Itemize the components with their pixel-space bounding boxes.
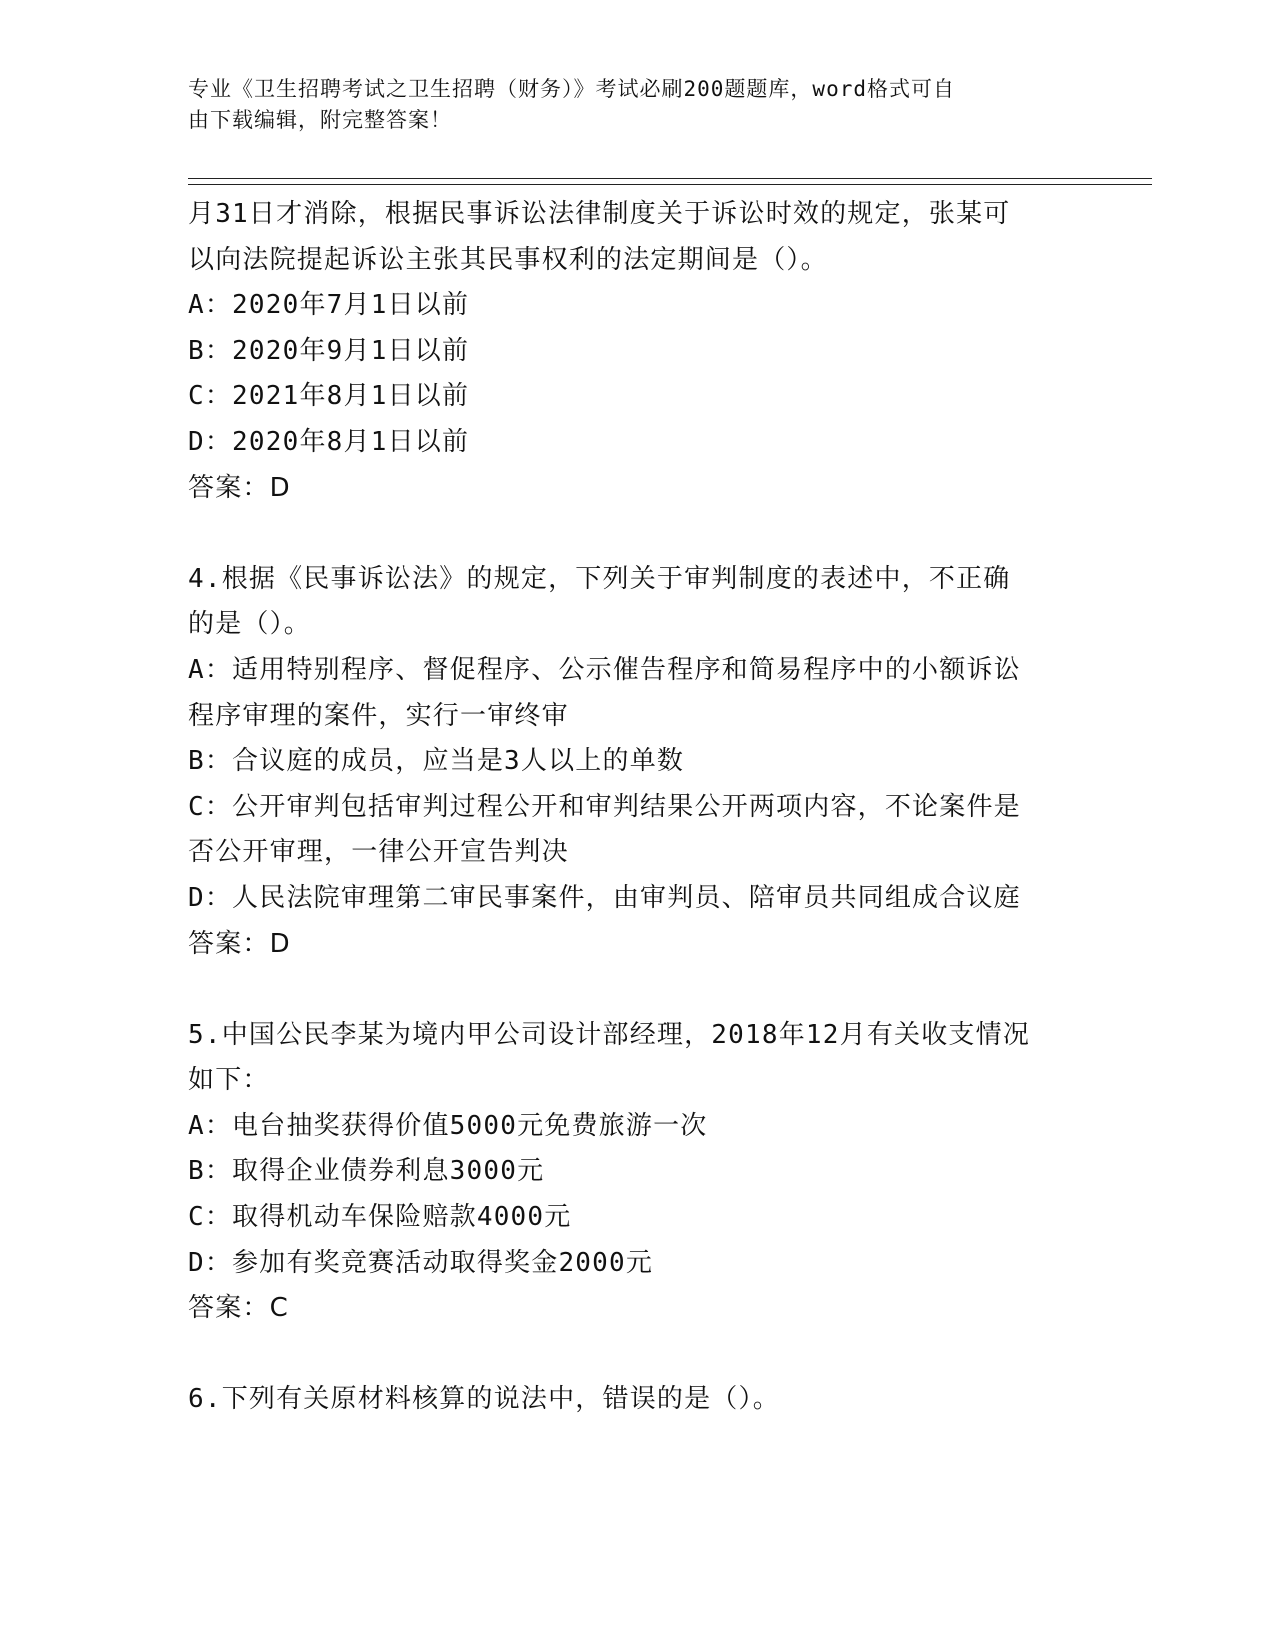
option-a: A：2020年7月1日以前	[188, 290, 470, 321]
option-c: C：2021年8月1日以前	[188, 381, 470, 412]
answer: 答案：D	[188, 928, 291, 959]
answer: 答案：D	[188, 472, 291, 503]
question-text-line: 4.根据《民事诉讼法》的规定，下列关于审判制度的表述中，不正确	[188, 563, 1011, 594]
spacer	[188, 967, 1088, 1013]
document-header	[188, 74, 1088, 136]
spacer	[188, 1332, 1088, 1378]
question-text-line: 的是（）。	[188, 609, 312, 640]
question-6	[188, 1377, 1088, 1423]
option-a: A：电台抽奖获得价值5000元免费旅游一次	[188, 1110, 708, 1141]
option-c: C：公开审判包括审判过程公开和审判结果公开两项内容，不论案件是	[188, 791, 1021, 822]
option-a-continued: 程序审理的案件，实行一审终审	[188, 700, 569, 731]
header-rule-top	[188, 178, 1152, 179]
option-b: B：2020年9月1日以前	[188, 335, 470, 366]
header-line-2: 由下载编辑，附完整答案！	[188, 108, 452, 132]
spacer	[188, 511, 1088, 557]
option-d: D：参加有奖竞赛活动取得奖金2000元	[188, 1247, 654, 1278]
option-d: D：2020年8月1日以前	[188, 426, 470, 457]
header-rule-bottom	[188, 184, 1152, 185]
question-4	[188, 557, 1088, 967]
option-b: B：取得企业债券利息3000元	[188, 1156, 545, 1187]
question-text-line: 月31日才消除，根据民事诉讼法律制度关于诉讼时效的规定，张某可	[188, 199, 1011, 229]
option-a: A：适用特别程序、督促程序、公示催告程序和简易程序中的小额诉讼	[188, 654, 1021, 685]
question-text-line: 6.下列有关原材料核算的说法中，错误的是（）。	[188, 1384, 780, 1415]
question-text-line: 以向法院提起诉讼主张其民事权利的法定期间是（）。	[188, 244, 828, 275]
answer: 答案：C	[188, 1293, 289, 1324]
header-line-1: 专业《卫生招聘考试之卫生招聘（财务）》考试必刷200题题库，word格式可自	[188, 77, 955, 101]
question-text-line: 5.中国公民李某为境内甲公司设计部经理，2018年12月有关收支情况	[188, 1019, 1031, 1050]
question-5	[188, 1013, 1088, 1332]
option-c: C：取得机动车保险赔款4000元	[188, 1202, 572, 1233]
option-b: B：合议庭的成员，应当是3人以上的单数	[188, 746, 685, 777]
question-list	[188, 192, 1088, 1423]
option-d: D：人民法院审理第二审民事案件，由审判员、陪审员共同组成合议庭	[188, 882, 1021, 913]
question-3	[188, 192, 1088, 511]
question-text-line: 如下：	[188, 1065, 270, 1096]
option-c-continued: 否公开审理，一律公开宣告判决	[188, 837, 569, 868]
